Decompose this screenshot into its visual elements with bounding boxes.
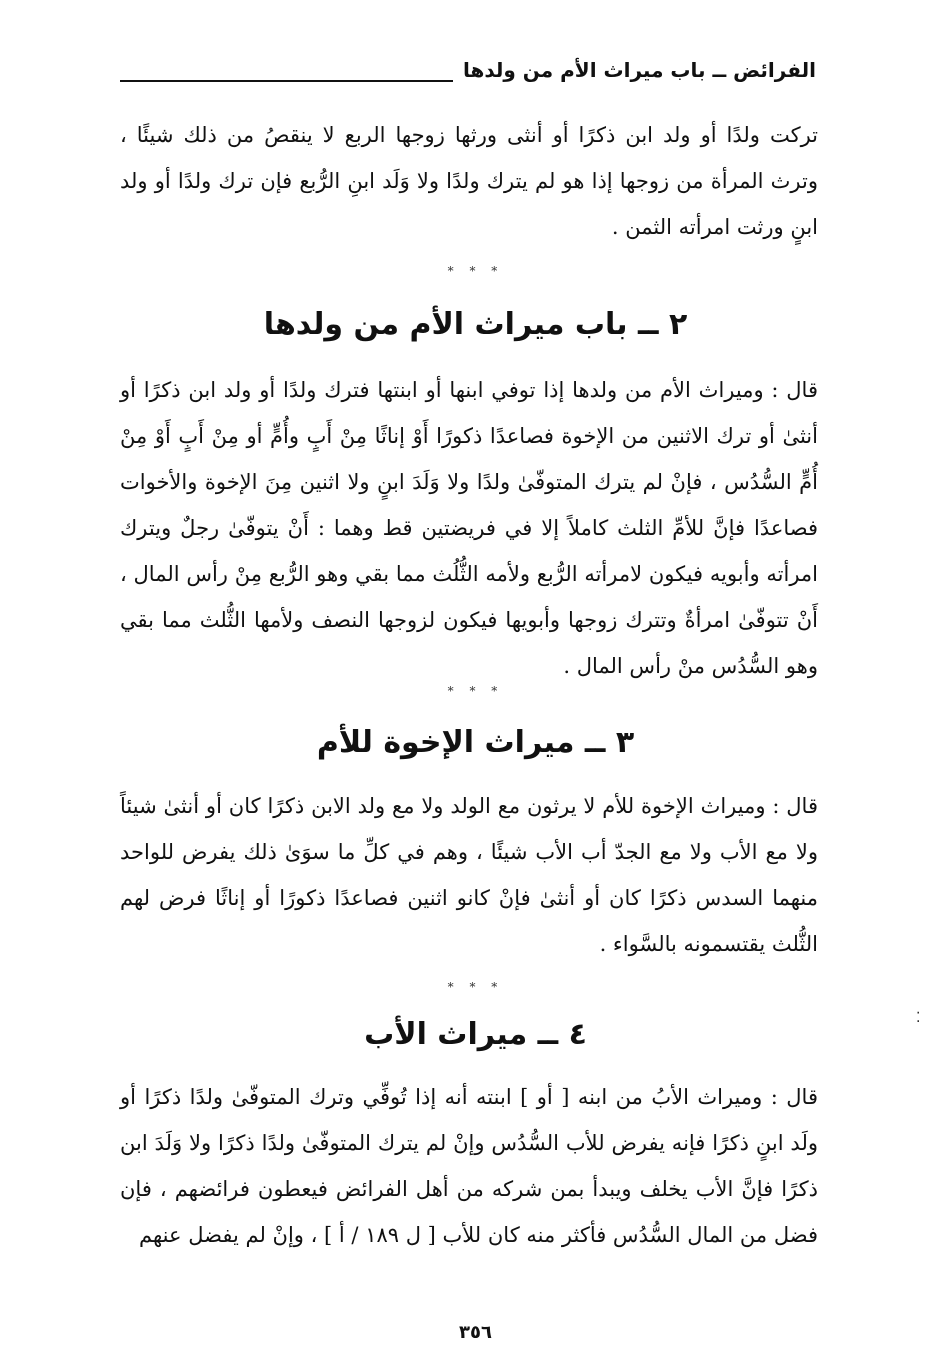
page-number: ٣٥٦ <box>459 1322 492 1343</box>
section-3-body <box>120 783 818 967</box>
section-heading-2: ٢ ــ باب ميراث الأم من ولدها <box>263 307 688 342</box>
section-3-paragraph: قال : وميراث الإخوة للأم لا يرثون مع الولد ولا مع ولد الابن ذكرًا كان أو أنثىٰ شيئاً ولا مع الأب ولا مع الجدّ أب الأب شيئًا ، وهم في كلِّ ما سوَىٰ ذلك يفرض للواحد منهما السدس ذكرًا كان أو أنثىٰ فإنْ كانو اثنين فصاعدًا ذكورًا أو إناثًا فرض لهم الثُّلث يقتسمونه بالسَّواء . <box>120 794 818 956</box>
section-2-paragraph: قال : وميراث الأم من ولدها إذا توفي ابنها أو ابنتها فترك ولدًا أو ولد ابن ذكرًا أو أنثىٰ أو ترك الاثنين من الإخوة فصاعدًا ذكورًا أَوْ إناثًا مِنْ أَبٍ وأُمٍّ أو مِنْ أَبٍ أَوْ مِنْ أُمٍّ السُّدُس ، فإنْ لم يترك المتوفّىٰ ولدًا ولا وَلَدَ ابنٍ ولا اثنين مِنَ الإخوة والأخوات فصاعدًا فإنَّ للأمِّ الثلث كاملاً إلا في فريضتين قط وهما : أَنْ يتوفّىٰ رجلٌ ويترك امرأته وأبويه فيكون لامرأته الرُّبع ولأمه الثُّلُث مما بقي وهو الرُّبع مِنْ رأس المال ، أَنْ تتوفّىٰ امرأةٌ وتترك زوجها وأبويها فيكون لزوجها النصف ولأمها الثُّلث مما بقي وهو السُّدُس منْ رأس المال . <box>120 378 818 678</box>
running-head <box>120 58 816 92</box>
intro-paragraph: تركت ولدًا أو ولد ابن ذكرًا أو أنثى ورثها زوجها الربع لا ينقصُ من ذلك شيئًا ، وترث المرأة من زوجها إذا هو لم يترك ولدًا ولا وَلَد ابنِ الرُّبع فإن ترك ولدًا أو ولد ابنٍ ورثت امرأته الثمن . <box>120 123 818 239</box>
section-separator: * * * <box>447 980 504 994</box>
section-separator: * * * <box>447 264 504 278</box>
section-heading-4: ٤ ــ ميراث الأب <box>364 1017 587 1052</box>
running-head-title: الفرائض ــ باب ميراث الأم من ولدها <box>453 58 816 82</box>
section-4-body <box>120 1074 818 1258</box>
section-4-paragraph: قال : وميراث الأبُ من ابنه [ أو ] ابنته أنه إذا تُوفِّي وترك المتوفّىٰ ولدًا ذكرًا أو ولَد ابنٍ ذكرًا فإنه يفرض للأب السُّدُس وإنْ لم يترك المتوفّىٰ ولدًا ذكرًا ولا وَلَدَ ابن ذكرًا فإنَّ الأب يخلف ويبدأ بمن شركه من أهل الفرائض فيعطون فرائضهم ، فإن فضل من المال السُّدُس فأكثر منه كان للأب [ ل ١٨٩ / أ ] ، وإنْ لم يفضل عنهم <box>120 1085 818 1247</box>
section-2-body <box>120 367 818 689</box>
intro-section <box>120 112 818 250</box>
margin-mark: ⁚ <box>916 1010 921 1026</box>
section-separator: * * * <box>447 684 504 698</box>
section-heading-3: ٣ ــ ميراث الإخوة للأم <box>316 725 635 760</box>
